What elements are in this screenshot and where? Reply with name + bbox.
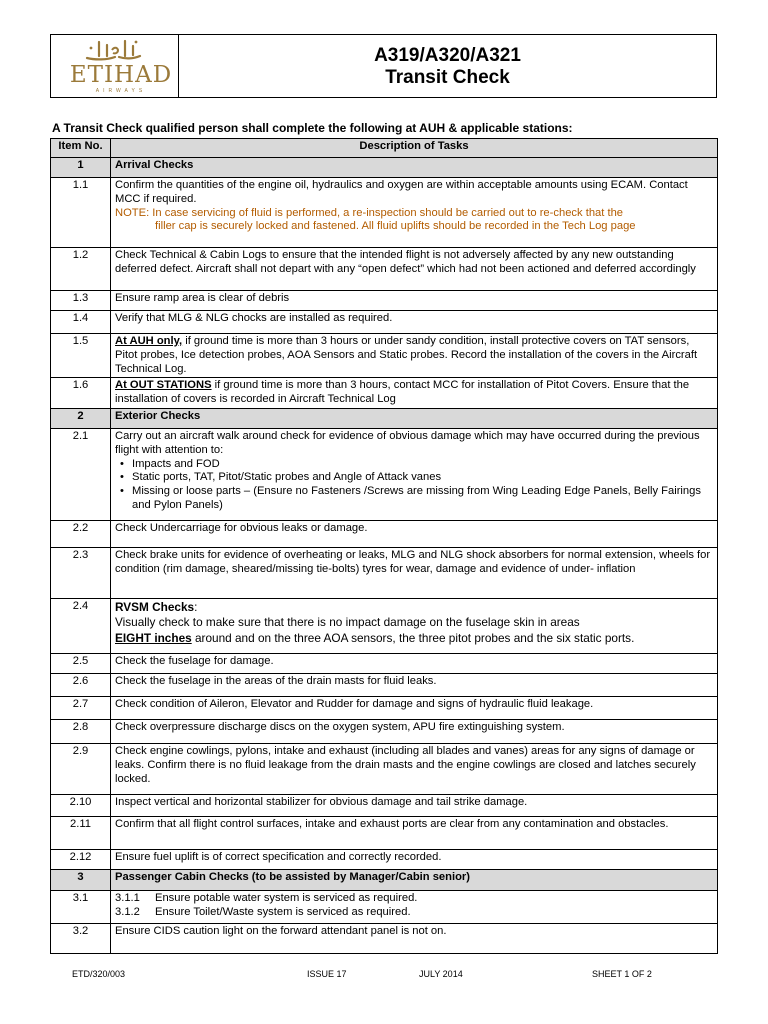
table-row <box>51 547 718 598</box>
rvsm-heading: RVSM Checks <box>115 599 195 614</box>
task-text: Carry out an aircraft walk around check for evidence of obvious damage which may have occurred during the previous flight with attention to: <box>115 429 700 456</box>
item-description: Check engine cowlings, pylons, intake and exhaust (including all blades and vanes) areas for any signs of damage or leaks. Confirm there is no fluid leakage from the drain masts and the engine cowlings are closed and latches securely locked. <box>111 743 718 794</box>
item-description: Check the fuselage in the areas of the drain masts for fluid leaks. <box>111 673 718 696</box>
document-reference: ETD/320/003 <box>72 969 126 979</box>
section-number: 2 <box>51 408 111 428</box>
item-description: Inspect vertical and horizontal stabilizer for obvious damage and tail strike damage. <box>111 794 718 816</box>
item-description: Check brake units for evidence of overheating or leaks, MLG and NLG shock absorbers for normal extension, wheels for condition (rim damage, sheared/missing tie-bolts) tyres for wear, damage and evidence of under- inflation <box>111 547 718 598</box>
item-description: Ensure ramp area is clear of debris <box>111 291 718 311</box>
table-row <box>51 719 718 743</box>
item-description: Check the fuselage for damage. <box>111 653 718 673</box>
task-text-continued: around and on the three AOA sensors, the three pitot probes and the six static ports. <box>191 630 635 645</box>
item-number: 1.3 <box>51 291 111 311</box>
distance-label: EIGHT inches <box>115 630 192 645</box>
item-number: 1.4 <box>51 311 111 334</box>
bullet-icon: • <box>120 471 124 484</box>
intro-statement: A Transit Check qualified person shall complete the following at AUH & applicable stations: <box>52 121 573 135</box>
list-item: • Static ports, TAT, Pitot/Static probes and Angle of Attack vanes <box>120 471 442 484</box>
item-description <box>111 334 718 378</box>
table-row <box>51 598 718 653</box>
sheet-number: SHEET 1 OF 2 <box>592 969 652 979</box>
item-description <box>111 428 718 520</box>
transit-check-table <box>50 138 718 954</box>
item-number: 2.1 <box>51 428 111 520</box>
item-number: 2.6 <box>51 673 111 696</box>
table-row <box>51 334 718 378</box>
table-row <box>51 794 718 816</box>
item-number: 2.11 <box>51 816 111 849</box>
sub-item: 3.1.2 Ensure Toilet/Waste system is serviced as required. <box>115 905 411 918</box>
table-row <box>51 520 718 547</box>
item-number: 2.9 <box>51 743 111 794</box>
item-description: Check Technical & Cabin Logs to ensure that the intended flight is not adversely affected by any new outstanding deferred defect. Aircraft shall not depart with any “open defect” which had not been actioned and deferred accordingly <box>111 248 718 291</box>
attention-list <box>115 458 713 513</box>
table-row <box>51 178 718 248</box>
item-description: Confirm that all flight control surfaces, intake and exhaust ports are clear from any contamination and obstacles. <box>111 816 718 849</box>
section-number: 1 <box>51 158 111 178</box>
sub-item: 3.1.1 Ensure potable water system is serviced as required. <box>115 891 418 904</box>
section-title: Exterior Checks <box>111 408 718 428</box>
item-description: Verify that MLG & NLG chocks are installed as required. <box>111 311 718 334</box>
logo-arabic-script-icon <box>85 38 143 64</box>
item-number: 2.3 <box>51 547 111 598</box>
table-row <box>51 248 718 291</box>
item-number: 2.4 <box>51 598 111 653</box>
table-row <box>51 743 718 794</box>
item-number: 1.1 <box>51 178 111 248</box>
item-description: Check overpressure discharge discs on the oxygen system, APU fire extinguishing system. <box>111 719 718 743</box>
table-row <box>51 291 718 311</box>
item-number: 3.2 <box>51 923 111 953</box>
item-number: 3.1 <box>51 890 111 923</box>
title-block <box>179 35 716 97</box>
item-description <box>111 890 718 923</box>
table-row <box>51 673 718 696</box>
table-row <box>51 816 718 849</box>
issue-date: JULY 2014 <box>419 969 463 979</box>
section-number: 3 <box>51 869 111 890</box>
logo-subtext: AIRWAYS <box>95 88 147 94</box>
table-row <box>51 653 718 673</box>
item-number: 2.2 <box>51 520 111 547</box>
etihad-logo <box>51 35 179 97</box>
item-number: 2.7 <box>51 696 111 719</box>
item-number: 2.5 <box>51 653 111 673</box>
item-description: RVSM Checks: Visually check to make sure that there is no impact damage on the fuselage skin in areas EIGHT inches around and on the three AOA sensors, the three pitot probes and the six static ports. <box>111 598 718 653</box>
item-number: 1.2 <box>51 248 111 291</box>
table-row <box>51 923 718 953</box>
item-number: 2.8 <box>51 719 111 743</box>
table-row <box>51 849 718 869</box>
note-text-continued: filler cap is securely locked and fastened. All fluid uplifts should be recorded in the Tech Log page <box>155 220 636 233</box>
item-description: Ensure CIDS caution light on the forward attendant panel is not on. <box>111 923 718 953</box>
item-number: 1.6 <box>51 378 111 409</box>
item-description: Check condition of Aileron, Elevator and Rudder for damage and signs of hydraulic fluid leakage. <box>111 696 718 719</box>
logo-wordmark: ETIHAD <box>69 62 173 88</box>
section-title: Arrival Checks <box>111 158 718 178</box>
table-row <box>51 428 718 520</box>
item-description <box>111 178 718 248</box>
bullet-icon: • <box>120 457 124 470</box>
bullet-icon: • <box>120 485 124 498</box>
item-description: Check Undercarriage for obvious leaks or damage. <box>111 520 718 547</box>
item-description <box>111 378 718 409</box>
item-number: 2.12 <box>51 849 111 869</box>
station-label: At OUT STATIONS <box>115 379 212 392</box>
list-item: • Impacts and FOD <box>120 457 220 470</box>
aircraft-type-title: A319/A320/A321 <box>374 45 521 66</box>
note-text: NOTE: In case servicing of fluid is performed, a re-inspection should be carried out to re-check that the <box>115 206 624 219</box>
section-row <box>51 869 718 890</box>
item-number: 2.10 <box>51 794 111 816</box>
check-type-title: Transit Check <box>385 67 510 88</box>
document-header <box>50 34 717 98</box>
task-text: Confirm the quantities of the engine oil, hydraulics and oxygen are within acceptable amounts using ECAM. Contact MCC if required. <box>115 179 688 205</box>
section-row <box>51 158 718 178</box>
description-header: Description of Tasks <box>111 139 718 158</box>
table-row <box>51 378 718 409</box>
table-row <box>51 696 718 719</box>
table-header-row <box>51 139 718 158</box>
list-item: • Missing or loose parts – (Ensure no Fasteners /Screws are missing from Wing Leading Edge Panels, Belly Fairings and Pylon Panels) <box>120 485 701 511</box>
section-title: Passenger Cabin Checks (to be assisted by Manager/Cabin senior) <box>111 869 718 890</box>
item-description: Ensure fuel uplift is of correct specification and correctly recorded. <box>111 849 718 869</box>
table-row <box>51 890 718 923</box>
item-number: 1.5 <box>51 334 111 378</box>
station-label: At AUH only, <box>115 335 183 347</box>
task-text: Visually check to make sure that there is no impact damage on the fuselage skin in areas <box>115 615 580 630</box>
section-row <box>51 408 718 428</box>
issue-number: ISSUE 17 <box>307 969 347 979</box>
task-text: if ground time is more than 3 hours or under sandy condition, install protective covers on TAT sensors, Pitot probes, Ice detection probes, AOA Sensors and Static probes. Record the installation of the covers in the Aircraft Technical Log. <box>115 335 698 375</box>
item-no-header: Item No. <box>51 139 111 158</box>
table-row <box>51 311 718 334</box>
task-text: if ground time is more than 3 hours, contact MCC for installation of Pitot Covers. Ensure that the installation of covers is recorded in Aircraft Technical Log <box>115 379 690 406</box>
